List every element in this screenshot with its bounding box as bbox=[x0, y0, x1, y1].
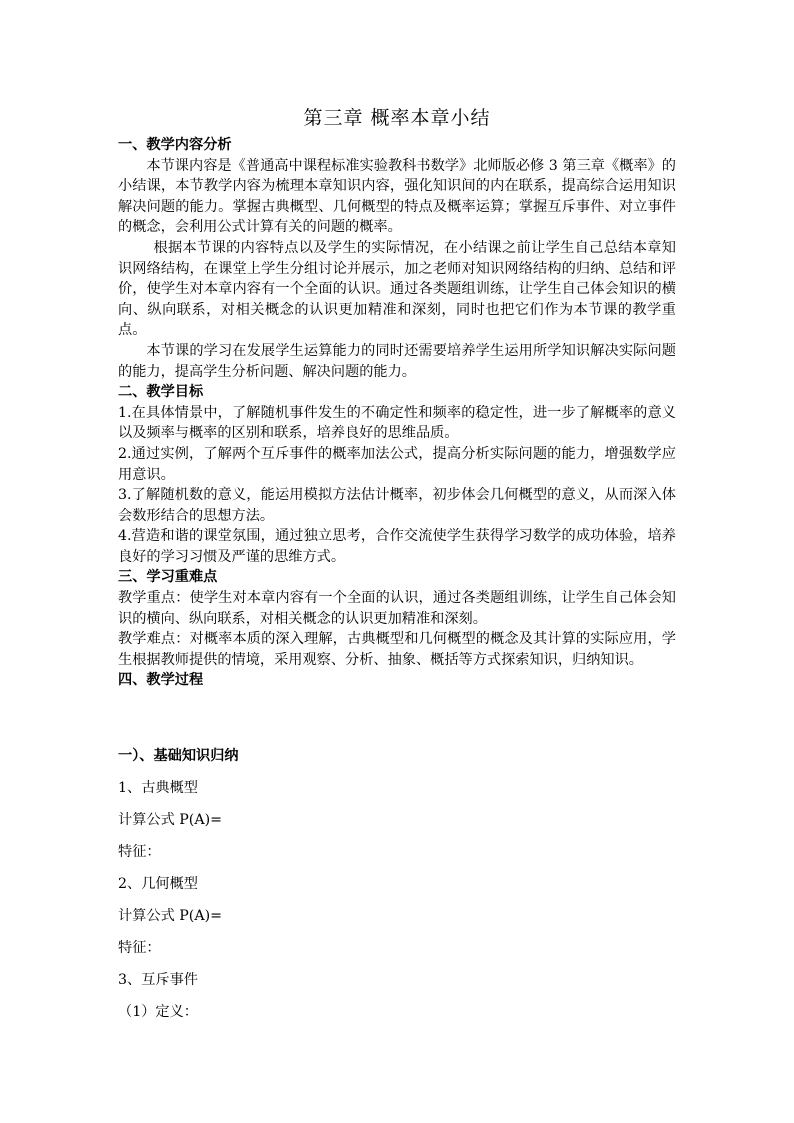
outline-line: 3、互斥事件 bbox=[118, 972, 198, 988]
outline-line: 计算公式 P(A)= bbox=[118, 908, 223, 924]
paragraph: 本节课内容是《普通高中课程标准实验教科书数学》北师版必修 3 第三章《概率》的小结课，本节教学内容为梳理本章知识内容，强化知识间的内在联系，提高综合运用知识解决问题的能力。掌握古典概型、几何概型的特点及概率运算；掌握互斥事件、对立事件的概念，会利用公式计算有关的问题的概率。 bbox=[118, 157, 676, 236]
document-body bbox=[118, 135, 676, 691]
outline-line: 特征： bbox=[118, 844, 161, 860]
section-heading-objectives: 二、教学目标 bbox=[118, 384, 204, 401]
process-outline bbox=[118, 740, 676, 1028]
page-title: 第三章 概率本章小结 bbox=[303, 107, 491, 129]
objective-item: 1.在具体情景中，了解随机事件发生的不确定性和频率的稳定性，进一步了解概率的意义以及频率与概率的区别和联系，培养良好的思维品质。 bbox=[118, 404, 676, 442]
section-heading-content-analysis: 一、教学内容分析 bbox=[118, 137, 232, 153]
objective-item: 3.了解随机数的意义，能运用模拟方法估计概率，初步体会几何概型的意义，从而深入体会数形结合的思想方法。 bbox=[118, 487, 676, 524]
subsection-heading-basics: 一）、基础知识归纳 bbox=[118, 748, 239, 764]
section-heading-key-points: 三、学习重难点 bbox=[118, 569, 218, 586]
section-heading-process: 四、教学过程 bbox=[118, 672, 204, 689]
outline-line: 1、古典概型 bbox=[118, 780, 198, 796]
objective-item: 2.通过实例，了解两个互斥事件的概率加法公式，提高分析实际问题的能力，增强数学应用意识。 bbox=[118, 445, 676, 483]
teaching-key-point: 教学重点：使学生对本章内容有一个全面的认识，通过各类题组训练，让学生自己体会知识的横向、纵向联系，对相关概念的认识更加精准和深刻。 bbox=[118, 590, 676, 627]
paragraph: 本节课的学习在发展学生运算能力的同时还需要培养学生运用所学知识解决实际问题的能力，提高学生分析问题、解决问题的能力。 bbox=[118, 342, 676, 380]
paragraph: 根据本节课的内容特点以及学生的实际情况，在小结课之前让学生自己总结本章知识网络结构，在课堂上学生分组讨论并展示，加之老师对知识网络结构的归纳、总结和评价，使学生对本章内容有一个全面的认识。通过各类题组训练，让学生自己体会知识的横向、纵向联系，对相关概念的认识更加精准和深刻，同时也把它们作为本节课的教学重点。 bbox=[118, 239, 676, 339]
teaching-difficulty: 教学难点：对概率本质的深入理解，古典概型和几何概型的概念及其计算的实际应用，学生根据教师提供的情境，采用观察、分析、抽象、概括等方式探索知识，归纳知识。 bbox=[118, 631, 676, 668]
outline-line: （1）定义： bbox=[118, 1004, 198, 1020]
outline-line: 特征： bbox=[118, 940, 161, 956]
objective-item: 4.营造和谐的课堂氛围，通过独立思考，合作交流使学生获得学习数学的成功体验，培养良好的学习习惯及严谨的思维方式。 bbox=[118, 528, 676, 565]
outline-line: 2、几何概型 bbox=[118, 876, 198, 892]
outline-line: 计算公式 P(A)= bbox=[118, 812, 223, 828]
